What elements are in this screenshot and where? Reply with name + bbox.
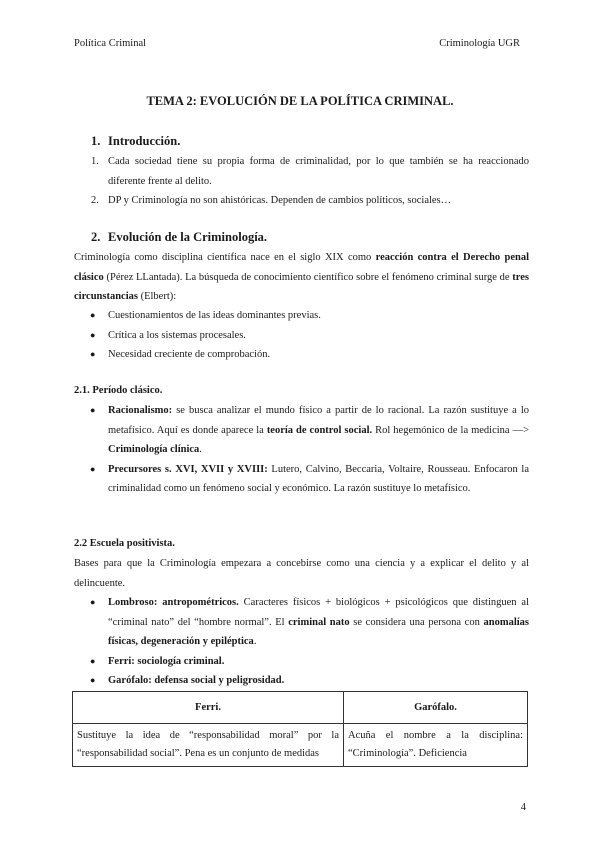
text-run: . xyxy=(199,444,202,455)
list-item xyxy=(91,401,529,460)
list-item-number: 2. xyxy=(91,195,99,206)
section-2-intro xyxy=(74,248,529,307)
table-header-row xyxy=(73,692,528,724)
list-item-text xyxy=(108,460,529,499)
text-run: (Elbert): xyxy=(137,291,177,302)
bullet-icon: ● xyxy=(90,329,96,340)
emphasis: reacción contra el Derecho penal clásico xyxy=(74,252,529,283)
text-run: Criminología como disciplina científica nace en el siglo XIX como xyxy=(74,252,376,263)
bullet-icon: ● xyxy=(90,463,96,474)
list-item xyxy=(91,152,529,191)
list-item-text: Necesidad creciente de comprobación. xyxy=(108,349,271,360)
section-1-heading xyxy=(91,134,180,149)
emphasis: Lombroso: antropométricos. xyxy=(108,597,239,608)
section-2-heading xyxy=(91,230,267,245)
subsection-2-2-intro: Bases para que la Criminología empezara a concebirse como una ciencia y a explicar el delito y al delincuente. xyxy=(74,558,529,589)
header-right: Criminología UGR xyxy=(439,38,520,49)
list-item xyxy=(91,671,529,691)
table-cell-ferri: Sustituye la idea de “responsabilidad moral” por la “responsabilidad social”. Pena es un conjunto de medidas xyxy=(73,724,344,767)
list-item-text xyxy=(108,401,529,460)
table-row xyxy=(73,724,528,767)
emphasis: anomalías físicas, degeneración y epiléptica xyxy=(108,616,530,647)
list-item-text: Crítica a los sistemas procesales. xyxy=(108,329,246,341)
bullet-icon: ● xyxy=(90,310,96,320)
comparison-table xyxy=(72,691,528,767)
list-item-text: Garófalo: defensa social y peligrosidad. xyxy=(108,675,285,686)
table-cell-garofalo: Acuña el nombre a la disciplina: “Criminología”. Deficiencia xyxy=(344,724,528,767)
page-title: TEMA 2: EVOLUCIÓN DE LA POLÍTICA CRIMINAL. xyxy=(146,94,454,108)
text-run: se considera una persona con xyxy=(349,616,484,628)
list-item xyxy=(91,460,529,499)
emphasis: Racionalismo: xyxy=(108,405,173,416)
bullet-icon: ● xyxy=(90,675,96,685)
section-2-number: 2. xyxy=(91,230,101,244)
subsection-2-2-heading: 2.2 Escuela positivista. xyxy=(74,538,175,549)
list-item xyxy=(91,652,529,672)
text-run: Caracteres físicos + biológicos + psicológicos que distinguen al “criminal nato” del “hombre normal”. El xyxy=(108,597,529,628)
text-run: se busca analizar el mundo físico a partir de lo racional. La razón sustituye a lo metafísico. Aquí es donde aparece la xyxy=(108,405,529,436)
bullet-icon: ● xyxy=(90,405,96,415)
list-item-text: Ferri: sociología criminal. xyxy=(108,655,225,667)
section-1-list xyxy=(91,152,529,211)
subsection-2-2-bullets xyxy=(91,593,529,691)
text-run: . xyxy=(253,636,257,647)
text-run: Rol hegemónico de la medicina —> xyxy=(372,424,530,436)
emphasis: Precursores s. XVI, XVII y XVIII: xyxy=(108,463,268,475)
list-item-text: DP y Criminología no son ahistóricas. Dependen de cambios políticos, sociales… xyxy=(108,195,452,206)
emphasis: criminal nato xyxy=(288,616,350,628)
list-item xyxy=(91,191,529,211)
section-1-number: 1. xyxy=(91,134,101,148)
bullet-icon: ● xyxy=(90,349,96,359)
emphasis: teoría de control social. xyxy=(266,424,373,436)
emphasis: Criminología clínica xyxy=(108,444,200,455)
subsection-2-1-bullets xyxy=(91,401,529,499)
section-2-title: Evolución de la Criminología. xyxy=(108,230,268,244)
table-header-ferri: Ferri. xyxy=(73,692,344,724)
text-run: Lutero, Calvino, Beccaria, Voltaire, Rousseau. Enfocaron la criminalidad como un fenómeno social y económico. La razón sustituye lo metafísico. xyxy=(108,463,529,494)
text-run: (Pérez LLantada). La búsqueda de conocimiento científico sobre el fenómeno criminal surge de xyxy=(103,271,513,283)
emphasis: tres circunstancias xyxy=(74,271,529,302)
subsection-2-1-heading: 2.1. Período clásico. xyxy=(74,385,163,396)
section-1-title: Introducción. xyxy=(108,134,181,148)
list-item-number: 1. xyxy=(91,156,99,167)
bullet-icon: ● xyxy=(90,655,96,666)
section-2-bullets xyxy=(91,306,529,365)
list-item-text: Cuestionamientos de las ideas dominantes previas. xyxy=(108,310,321,321)
list-item xyxy=(91,306,529,326)
list-item xyxy=(91,326,529,346)
table-header-garofalo: Garófalo. xyxy=(344,692,528,724)
list-item xyxy=(91,593,529,652)
header-left: Política Criminal xyxy=(74,38,147,49)
list-item-text: Cada sociedad tiene su propia forma de criminalidad, por lo que también se ha reaccionado diferente frente al delito. xyxy=(108,156,529,187)
list-item xyxy=(91,345,529,365)
list-item-text xyxy=(108,593,529,652)
page-number: 4 xyxy=(520,802,526,813)
bullet-icon: ● xyxy=(90,597,96,607)
